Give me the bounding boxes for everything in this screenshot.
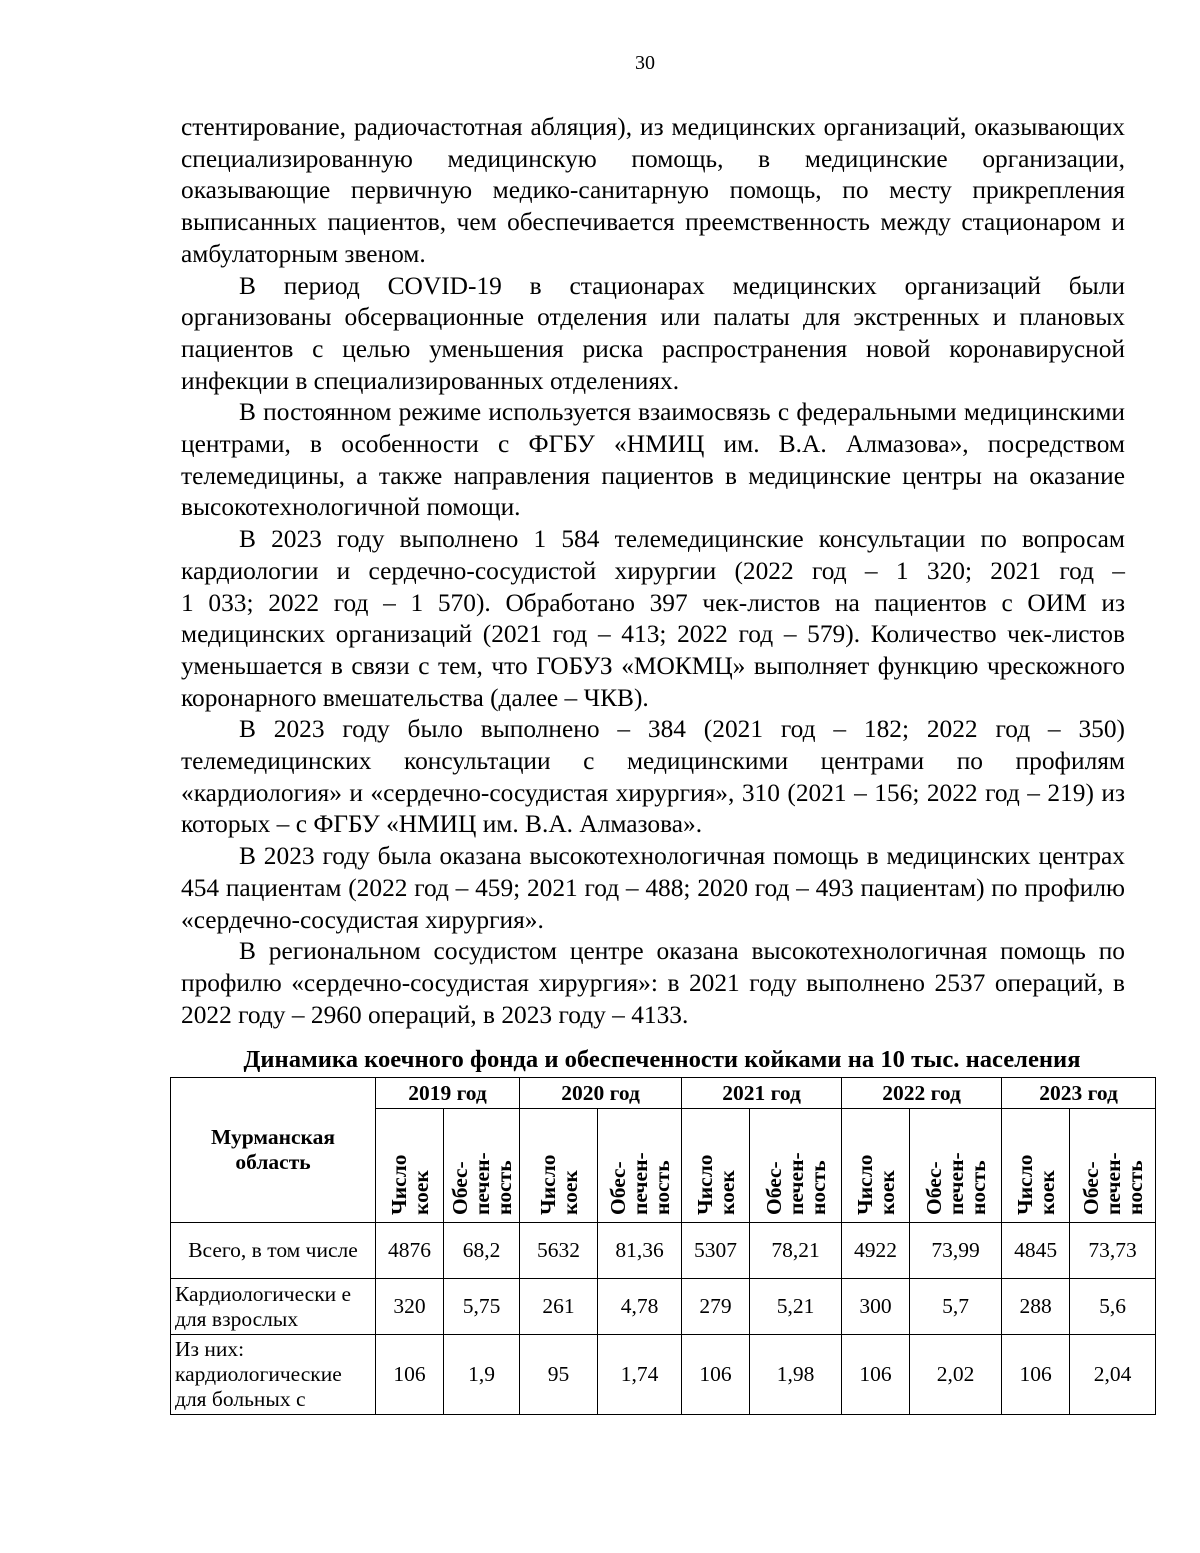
table-cell: 261 xyxy=(520,1279,598,1335)
supply-subheader: Обес- печен- ность xyxy=(750,1109,842,1223)
table-cell: 1,98 xyxy=(750,1335,842,1415)
beds-subheader: Число коек xyxy=(1002,1109,1070,1223)
table-cell: 4876 xyxy=(376,1223,444,1279)
table-cell: 106 xyxy=(842,1335,910,1415)
table-cell: 279 xyxy=(682,1279,750,1335)
table-cell: 68,2 xyxy=(444,1223,520,1279)
table-cell: 288 xyxy=(1002,1279,1070,1335)
year-header: 2020 год xyxy=(520,1078,682,1109)
table-cell: 106 xyxy=(682,1335,750,1415)
table-cell: 1,9 xyxy=(444,1335,520,1415)
beds-subheader: Число коек xyxy=(682,1109,750,1223)
paragraph: стентирование, радиочастотная абляция), из медицинских организаций, оказывающих специализированную медицинскую помощь, в медицинские организации, оказывающие первичную медико-санитарную помощь, по месту прикрепления выписанных пациентов, чем обеспечивается преемственность между стационаром и амбулаторным звеном. xyxy=(181,113,1125,268)
table-cell: 4,78 xyxy=(598,1279,682,1335)
supply-subheader: Обес- печен- ность xyxy=(910,1109,1002,1223)
year-header: 2022 год xyxy=(842,1078,1002,1109)
table-cell: 5,75 xyxy=(444,1279,520,1335)
table-cell: 300 xyxy=(842,1279,910,1335)
year-header: 2023 год xyxy=(1002,1078,1156,1109)
paragraph: В 2023 году было выполнено – 384 (2021 год – 182; 2022 год – 350) телемедицинских консультации с медицинскими центрами по профилям «кардиология» и «сердечно-сосудистая хирургия», 310 (2021 – 156; 2022 год – 219) из которых – с ФГБУ «НМИЦ им. В.А. Алмазова». xyxy=(181,715,1125,839)
bed-capacity-table xyxy=(170,1077,1156,1415)
paragraph-line: В 2023 году выполнено 1 584 телемедицинские консультации по вопросам кардиологии и сердечно-сосудистой хирургии (2022 год – 1 320; 2021 год – xyxy=(181,525,1125,585)
table-cell: 320 xyxy=(376,1279,444,1335)
supply-subheader: Обес- печен- ность xyxy=(598,1109,682,1223)
table-header-row xyxy=(171,1078,1156,1109)
page-number: 30 xyxy=(635,52,655,74)
table-title: Динамика коечного фонда и обеспеченности койками на 10 тыс. населения xyxy=(243,1046,1081,1073)
year-header: 2019 год xyxy=(376,1078,520,1109)
body-text xyxy=(181,112,1125,1031)
table-cell: 4845 xyxy=(1002,1223,1070,1279)
paragraph: В период COVID-19 в стационарах медицинских организаций были организованы обсервационные отделения или палаты для экстренных и плановых пациентов с целью уменьшения риска распространения новой коронавирусной инфекции в специализированных отделениях. xyxy=(181,271,1125,395)
table-cell: 5,21 xyxy=(750,1279,842,1335)
row-label: Из них: кардиологические для больных с xyxy=(171,1335,376,1415)
table-cell: 78,21 xyxy=(750,1223,842,1279)
beds-subheader: Число коек xyxy=(376,1109,444,1223)
table-cell: 95 xyxy=(520,1335,598,1415)
paragraph xyxy=(181,524,1125,714)
beds-subheader: Число коек xyxy=(520,1109,598,1223)
beds-subheader: Число коек xyxy=(842,1109,910,1223)
region-header: Мурманская область xyxy=(171,1078,376,1223)
table-cell: 5307 xyxy=(682,1223,750,1279)
table-cell: 81,36 xyxy=(598,1223,682,1279)
table-cell: 73,99 xyxy=(910,1223,1002,1279)
paragraph: В 2023 году была оказана высокотехнологичная помощь в медицинских центрах 454 пациентам (2022 год – 459; 2021 год – 488; 2020 год – 493 пациентам) по профилю «сердечно-сосудистая хирургия». xyxy=(181,842,1125,934)
supply-subheader: Обес- печен- ность xyxy=(1070,1109,1156,1223)
table-cell: 1,74 xyxy=(598,1335,682,1415)
row-label: Всего, в том числе xyxy=(171,1223,376,1279)
paragraph: В постоянном режиме используется взаимосвязь с федеральными медицинскими центрами, в особенности с ФГБУ «НМИЦ им. В.А. Алмазова», посредством телемедицины, а также направления пациентов в медицинские центры на оказание высокотехнологичной помощи. xyxy=(181,398,1125,522)
paragraph: В региональном сосудистом центре оказана высокотехнологичная помощь по профилю «сердечно-сосудистая хирургия»: в 2021 году выполнено 2537 операций, в 2022 году – 2960 операций, в 2023 году – 4133. xyxy=(181,937,1125,1029)
table-cell: 2,02 xyxy=(910,1335,1002,1415)
table-cell: 5,7 xyxy=(910,1279,1002,1335)
table-row xyxy=(171,1335,1156,1415)
row-label: Кардиологически е для взрослых xyxy=(171,1279,376,1335)
table-row xyxy=(171,1279,1156,1335)
table-cell: 5632 xyxy=(520,1223,598,1279)
year-header: 2021 год xyxy=(682,1078,842,1109)
table-cell: 106 xyxy=(1002,1335,1070,1415)
table-cell: 4922 xyxy=(842,1223,910,1279)
table-cell: 5,6 xyxy=(1070,1279,1156,1335)
table-cell: 73,73 xyxy=(1070,1223,1156,1279)
table-cell: 2,04 xyxy=(1070,1335,1156,1415)
table-cell: 106 xyxy=(376,1335,444,1415)
paragraph-line: 1 033; 2022 год – 1 570). Обработано 397 чек-листов на пациентов с ОИМ из медицинских организаций (2021 год – 413; 2022 год – 579). Количество чек-листов уменьшается в связи с тем, что ГОБУЗ «МОКМЦ» выполняет функцию чрескожного коронарного вмешательства (далее – ЧКВ). xyxy=(181,588,1125,712)
supply-subheader: Обес- печен- ность xyxy=(444,1109,520,1223)
table-row xyxy=(171,1223,1156,1279)
